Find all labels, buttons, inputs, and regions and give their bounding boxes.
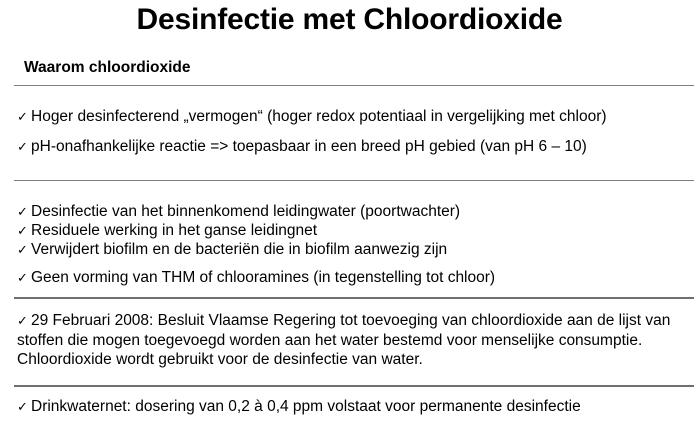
slide-title: Desinfectie met Chloordioxide [136,3,563,36]
bullet-item [17,397,581,416]
bullet-text: pH-onafhankelijke reactie => toepasbaar in een breed pH gebied (van pH 6 – 10) [31,138,587,155]
bullet-item [17,107,607,126]
bullet-text: Geen vorming van THM of chlooramines (in tegenstelling tot chloor) [31,269,496,286]
check-icon: ✓ [17,139,28,154]
section-heading: Waarom chloordioxide [24,59,191,76]
check-icon: ✓ [17,109,28,124]
bullet-item [17,137,587,156]
divider-2 [14,180,694,181]
bullet-text: Desinfectie van het binnenkomend leidingwater (poortwachter) [31,203,461,220]
check-icon: ✓ [17,242,28,257]
bullet-item [17,221,317,240]
divider-1 [14,85,694,86]
bullet-text: 29 Februari 2008: Besluit Vlaamse Regering tot toevoeging van chloordioxide aan de lijst van stoffen die mogen toegevoegd worden aan het water bestemd voor menselijke consumptie. Chloordioxide wordt gebruikt voor de desinfectie van water. [17,312,671,368]
check-icon: ✓ [17,204,28,219]
bullet-item [17,202,460,221]
bullet-text: Hoger desinfecterend „vermogen“ (hoger redox potentiaal in vergelijking met chloor) [31,108,607,125]
check-icon: ✓ [17,270,28,285]
check-icon: ✓ [17,313,28,328]
bullet-item [17,240,447,259]
bullet-text: Residuele werking in het ganse leidingnet [31,222,318,239]
check-icon: ✓ [17,399,28,414]
bullet-text: Drinkwaternet: dosering van 0,2 à 0,4 ppm volstaat voor permanente desinfectie [31,398,581,415]
bullet-item [17,311,689,370]
divider-3 [14,297,694,299]
check-icon: ✓ [17,223,28,238]
bullet-text: Verwijdert biofilm en de bacteriën die in biofilm aanwezig zijn [31,241,448,258]
bullet-item [17,268,495,287]
divider-4 [14,385,694,387]
